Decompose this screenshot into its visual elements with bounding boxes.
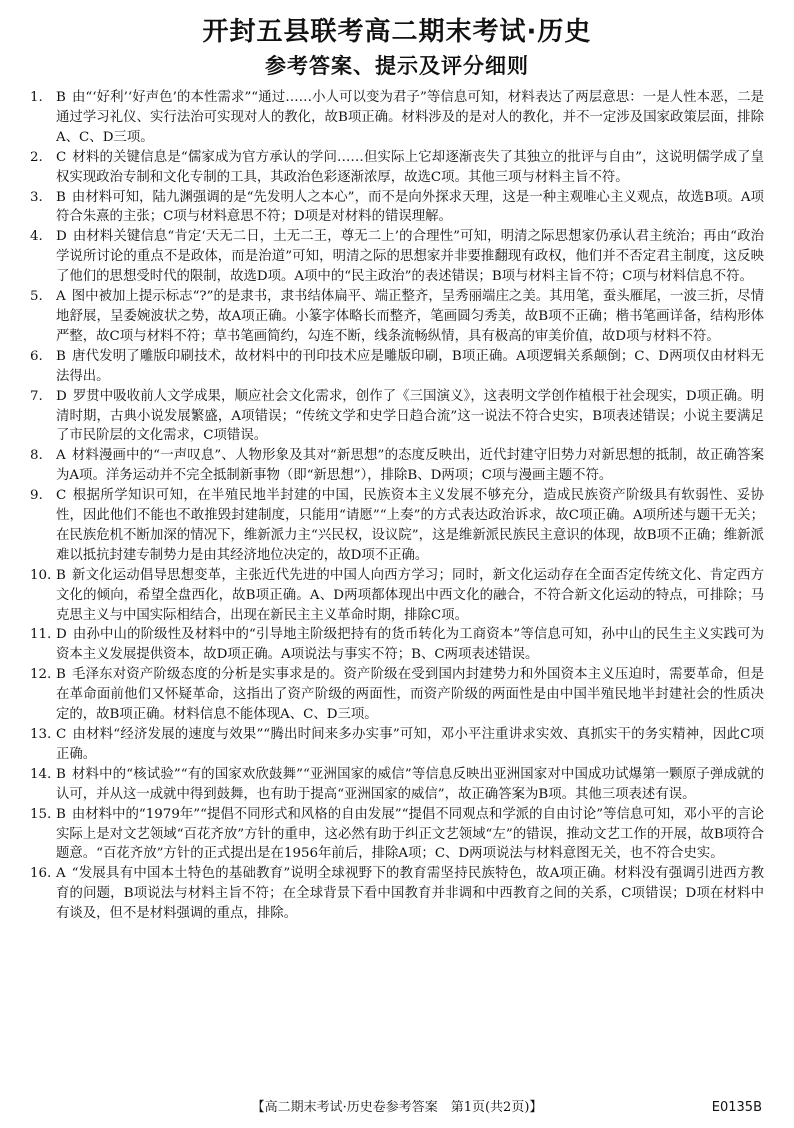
question-number: 11. bbox=[30, 627, 52, 643]
question-number: 12. bbox=[30, 667, 52, 683]
answer-letter: C bbox=[56, 727, 67, 742]
question-number: 15. bbox=[30, 806, 52, 822]
answer-item bbox=[30, 486, 764, 566]
explanation-text: 由孙中山的阶级性及材料中的“引导地主阶级把持有的货币转化为工商资本”等信息可知，孙中山的民生主义实践可为资本主义发展提供资本，故D项正确。A项说法与事实不符；B、C两项表述错误。 bbox=[56, 627, 764, 663]
question-number: 5. bbox=[30, 289, 43, 305]
question-number: 9. bbox=[30, 488, 43, 504]
answer-letter: D bbox=[56, 229, 67, 245]
explanation-text: 材料漫画中的“一声叹息”、人物形象及其对“新思想”的态度反映出，近代封建守旧势力对新思想的抵制，故正确答案为A项。洋务运动并不完全抵制新事物（即“新思想”），排除B、D两项；C项与漫画主题不符。 bbox=[56, 448, 764, 484]
footer-code: E0135B bbox=[711, 1100, 762, 1115]
explanation-text: 新文化运动倡导思想变革，主张近代先进的中国人向西方学习；同时，新文化运动存在全面否定传统文化、肯定西方文化的倾向，希望全盘西化，故B项正确。A、D两项都体现出中西文化的融合，不符合新文化运动的特点，可排除；马克思主义与中国实际相结合，出现在新民主主义革命时期，排除C项。 bbox=[56, 567, 764, 623]
answer-letter: B bbox=[56, 90, 66, 105]
question-number: 3. bbox=[30, 189, 43, 205]
question-number: 10. bbox=[30, 567, 52, 583]
question-number: 6. bbox=[30, 348, 43, 364]
answer-item bbox=[30, 765, 764, 805]
answer-item bbox=[30, 347, 764, 387]
answer-item bbox=[30, 864, 764, 924]
answer-list bbox=[30, 88, 764, 924]
answer-item bbox=[30, 287, 764, 347]
footer-page-info: 【高二期末考试·历史卷参考答案 第1页(共2页)】 bbox=[251, 1100, 543, 1115]
answer-item bbox=[30, 805, 764, 865]
explanation-text: 罗贯中吸收前人文学成果，顺应社会文化需求，创作了《三国演义》，这表明文学创作植根于社会现实，D项正确。明清时期，古典小说发展繁盛，A项错误；“传统文学和史学日趋合流”这一说法不符合史实，B项表述错误；小说主要满足了市民阶层的文化需求，C项错误。 bbox=[56, 388, 764, 444]
answer-item bbox=[30, 88, 764, 148]
question-number: 16. bbox=[30, 866, 52, 882]
answer-letter: B bbox=[56, 567, 66, 583]
answer-letter: B bbox=[56, 667, 66, 683]
question-number: 1. bbox=[30, 90, 43, 105]
explanation-text: “发展具有中国本土特色的基础教育”说明全球视野下的教育需坚持民族特色，故A项正确。材料没有强调引进西方教育的问题，B项说法与材料主旨不符；在全球背景下看中国教育并非调和中西教育之间的关系，C项错误；D项在材料中有谈及，但不是材料强调的重点，排除。 bbox=[56, 866, 764, 922]
answer-letter: B bbox=[56, 806, 66, 822]
answer-letter: D bbox=[56, 627, 67, 643]
page-subtitle: 参考答案、提示及评分细则 bbox=[265, 54, 529, 78]
answer-letter: D bbox=[56, 388, 67, 404]
answer-item bbox=[30, 188, 764, 228]
answer-item bbox=[30, 665, 764, 725]
answer-item bbox=[30, 625, 764, 665]
question-number: 13. bbox=[30, 727, 52, 742]
explanation-text: 由“‘好利’‘好声色’的本性需求”“通过……小人可以变为君子”等信息可知，材料表达了两层意思：一是人性本恶，二是通过学习礼仪、实行法治可实现对人的教化，故B项正确。材料涉及的是对人的教化，并不一定涉及国家政策层面，排除A、C、D三项。 bbox=[56, 90, 764, 145]
answer-letter: B bbox=[56, 189, 66, 205]
explanation-text: 图中被加上提示标志“?”的是隶书，隶书结体扁平、端正整齐，呈秀丽端庄之美。其用笔，蚕头雁尾，一波三折，尽情地舒展，呈委婉波状之势，故A项正确。小篆字体略长而整齐，笔画圆匀秀美，故B项不正确；楷书笔画详备，结构形体严整，故C项与材料不符；草书笔画简约，勾连不断，线条流畅纵情，具有极高的审美价值，故D项与材料不符。 bbox=[56, 289, 764, 344]
answer-item bbox=[30, 725, 764, 765]
answer-letter: B bbox=[56, 766, 66, 782]
explanation-text: 由材料可知，陆九渊强调的是“先发明人之本心”，而不是向外探求天理，这是一种主观唯心主义观点，故选B项。A项符合朱熹的主张；C项与材料意思不符；D项是对材料的错误理解。 bbox=[56, 189, 764, 225]
answer-letter: A bbox=[56, 866, 66, 882]
explanation-text: 材料的关键信息是“儒家成为官方承认的学问……但实际上它却逐渐丧失了其独立的批评与自由”，这说明儒学成了皇权实现政治专制和文化专制的工具，其政治色彩逐渐浓厚，故选C项。其他三项与材料主旨不符。 bbox=[56, 149, 764, 185]
explanation-text: 唐代发明了雕版印刷技术，故材料中的刊印技术应是雕版印刷，B项正确。A项逻辑关系颠倒；C、D两项仅由材料无法得出。 bbox=[56, 348, 764, 384]
answer-item bbox=[30, 566, 764, 626]
explanation-text: 毛泽东对资产阶级态度的分析是实事求是的。资产阶级在受到国内封建势力和外国资本主义压迫时，需要革命，但是在革命面前他们又怀疑革命，这指出了资产阶级的两面性，而资产阶级的两面性是由中国半殖民地半封建社会的性质决定的，故B项正确。材料信息不能体现A、C、D三项。 bbox=[56, 667, 764, 723]
answer-letter: C bbox=[56, 149, 67, 165]
question-number: 8. bbox=[30, 448, 43, 464]
explanation-text: 由材料“经济发展的速度与效果”“腾出时间来多办实事”可知，邓小平注重讲求实效、真抓实干的务实精神，因此C项正确。 bbox=[56, 727, 764, 762]
page-footer bbox=[0, 1098, 794, 1118]
explanation-text: 由材料中的“1979年”“提倡不同形式和风格的自由发展”“提倡不同观点和学派的自由讨论”等信息可知，邓小平的言论实际上是对文艺领域“百花齐放”方针的重申，这必然有助于纠正文艺领域“左”的错误，推动文艺工作的开展，故B项符合题意。“百花齐放”方针的正式提出是在1956年前后，排除A项；C、D两项说法与材料意图无关，也不符合史实。 bbox=[56, 806, 764, 862]
answer-item bbox=[30, 148, 764, 188]
question-number: 14. bbox=[30, 766, 52, 782]
answer-item bbox=[30, 446, 764, 486]
question-number: 4. bbox=[30, 229, 43, 245]
explanation-text: 根据所学知识可知，在半殖民地半封建的中国，民族资本主义发展不够充分，造成民族资产阶级具有软弱性、妥协性，因此他们不能也不敢推毁封建制度，只能用“请愿”“上奏”的方式表达政治诉求，故C项正确。A项所述与题干无关；在民族危机不断加深的情况下，维新派力主“兴民权，设议院”，这是维新派民族民主意识的体现，故B项不正确；维新派难以抵抗封建专制势力是由其经济地位决定的，故D项不正确。 bbox=[56, 488, 764, 563]
answer-letter: C bbox=[56, 488, 67, 504]
page-title: 开封五县联考高二期末考试·历史 bbox=[202, 17, 592, 47]
answer-item bbox=[30, 387, 764, 447]
answer-letter: A bbox=[56, 448, 66, 464]
explanation-text: 由材料关键信息“肯定‘天无二日，土无二王，尊无二上’的合理性”可知，明清之际思想家仍承认君主统治；再由“政治学说所讨论的重点不是政体，而是治道”可知，明清之际的思想家并非要推翻现有政权，他们并不否定君主制度，这反映了他们的思想受时代的限制，故选D项。A项中的“民主政治”的表述错误；B项与材料主旨不符；C项与材料信息不符。 bbox=[56, 229, 764, 285]
answer-item bbox=[30, 227, 764, 287]
question-number: 2. bbox=[30, 149, 43, 165]
question-number: 7. bbox=[30, 388, 43, 404]
answer-letter: B bbox=[56, 348, 66, 364]
explanation-text: 材料中的“核试验”“有的国家欢欣鼓舞”“亚洲国家的威信”等信息反映出亚洲国家对中国成功试爆第一颗原子弹成就的认可，并从这一成就中得到鼓舞，也有助于提高“亚洲国家的威信”，故正确答案为B项。其他三项表述有误。 bbox=[56, 766, 764, 802]
answer-letter: A bbox=[56, 289, 66, 305]
